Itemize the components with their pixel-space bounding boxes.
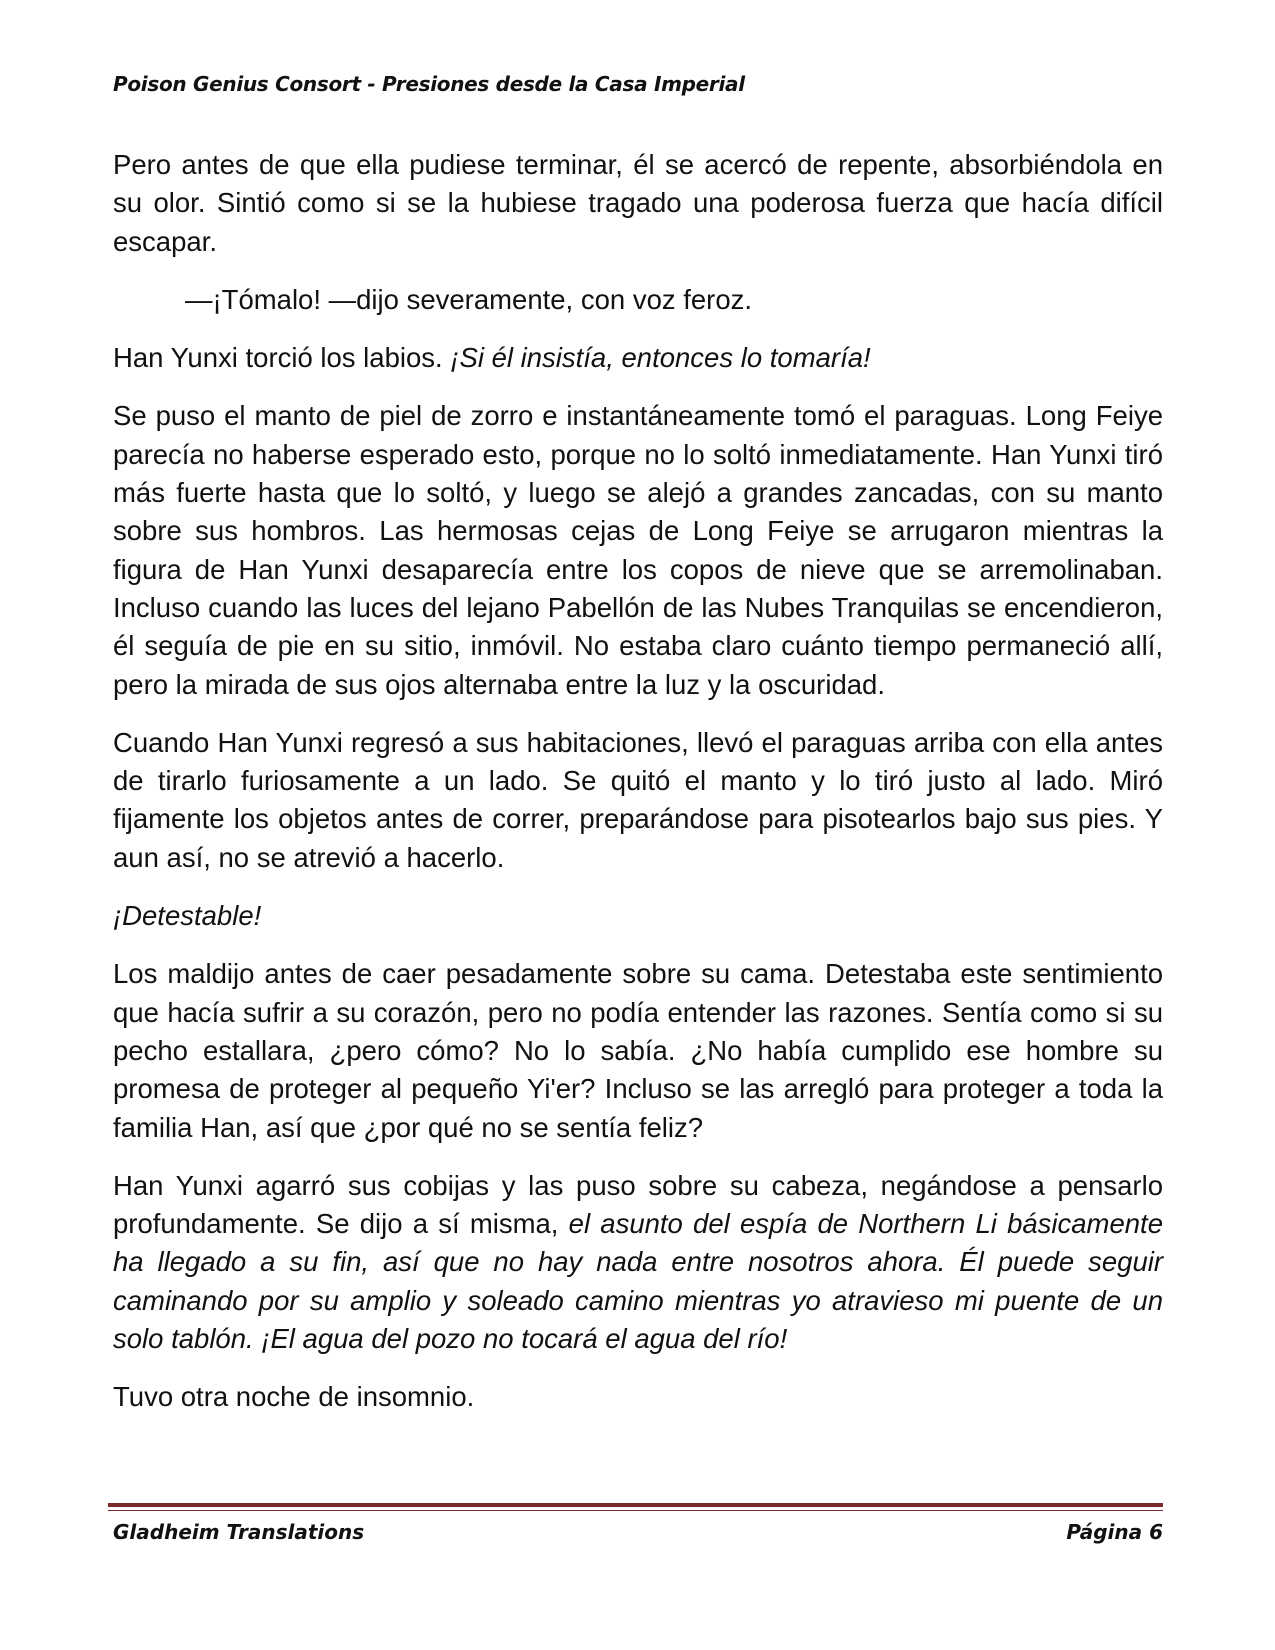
- paragraph-text: Cuando Han Yunxi regresó a sus habitaciones, llevó el paraguas arriba con ella antes de tirarlo furiosamente a un lado. Se quitó el manto y lo tiró justo al lado. Miró fijamente los objetos antes de correr, preparándose para pisotearlos bajo sus pies. Y aun así, no se atrevió a hacerlo.: [113, 726, 1163, 873]
- paragraph-7: [113, 955, 1163, 1146]
- paragraph-9: [113, 1378, 1163, 1416]
- paragraph-5: [113, 724, 1163, 877]
- footer-rule-thin: [108, 1510, 1163, 1511]
- paragraph-text: Tuvo otra noche de insomnio.: [113, 1381, 475, 1413]
- paragraph-6: [113, 897, 1163, 935]
- paragraph-italic-text: ¡Si él insistía, entonces lo tomaría!: [450, 342, 871, 374]
- paragraph-8: [113, 1167, 1163, 1358]
- paragraph-text: Se puso el manto de piel de zorro e instantáneamente tomó el paraguas. Long Feiye parecía no haberse esperado esto, porque no lo soltó inmediatamente. Han Yunxi tiró más fuerte hasta que lo soltó, y luego se alejó a grandes zancadas, con su manto sobre sus hombros. Las hermosas cejas de Long Feiye se arrugaron mientras la figura de Han Yunxi desaparecía entre los copos de nieve que se arremolinaban. Incluso cuando las luces del lejano Pabellón de las Nubes Tranquilas se encendieron, él seguía de pie en su sitio, inmóvil. No estaba claro cuánto tiempo permaneció allí, pero la mirada de sus ojos alternaba entre la luz y la oscuridad.: [113, 400, 1163, 700]
- footer-publisher: Gladheim Translations: [113, 1520, 365, 1544]
- body-text: [113, 146, 1163, 1437]
- paragraph-4: [113, 397, 1163, 703]
- paragraph-text: Los maldijo antes de caer pesadamente sobre su cama. Detestaba este sentimiento que hacía sufrir a su corazón, pero no podía entender las razones. Sentía como si su pecho estallara, ¿pero cómo? No lo sabía. ¿No había cumplido ese hombre su promesa de proteger al pequeño Yi'er? Incluso se las arregló para proteger a toda la familia Han, así que ¿por qué no se sentía feliz?: [113, 958, 1163, 1143]
- paragraph-italic-text: ¡Detestable!: [113, 900, 262, 932]
- running-header: Poison Genius Consort - Presiones desde la Casa Imperial: [113, 72, 745, 96]
- paragraph-text: —¡Tómalo! —dijo severamente, con voz feroz.: [185, 283, 753, 315]
- footer-rule-thick: [108, 1503, 1163, 1507]
- paragraph-text: Han Yunxi torció los labios.: [113, 342, 451, 374]
- page-number: Página 6: [1066, 1520, 1163, 1544]
- paragraph-italic-text: el asunto del espía de Northern Li básicamente ha llegado a su fin, así que no hay nada entre nosotros ahora. Él puede seguir caminando por su amplio y soleado camino mientras yo atravieso mi puente de un solo tablón. ¡El agua del pozo no tocará el agua del río!: [113, 1208, 1163, 1355]
- paragraph-text: Han Yunxi agarró sus cobijas y las puso sobre su cabeza, negándose a pensarlo profundamente. Se dijo a sí misma,: [113, 1169, 1163, 1240]
- paragraph-text: Pero antes de que ella pudiese terminar, él se acercó de repente, absorbiéndola en su olor. Sintió como si se la hubiese tragado una poderosa fuerza que hacía difícil escapar.: [113, 149, 1163, 257]
- paragraph-2-dialogue: [113, 281, 1163, 319]
- paragraph-1: [113, 146, 1163, 261]
- paragraph-3: [113, 339, 1163, 377]
